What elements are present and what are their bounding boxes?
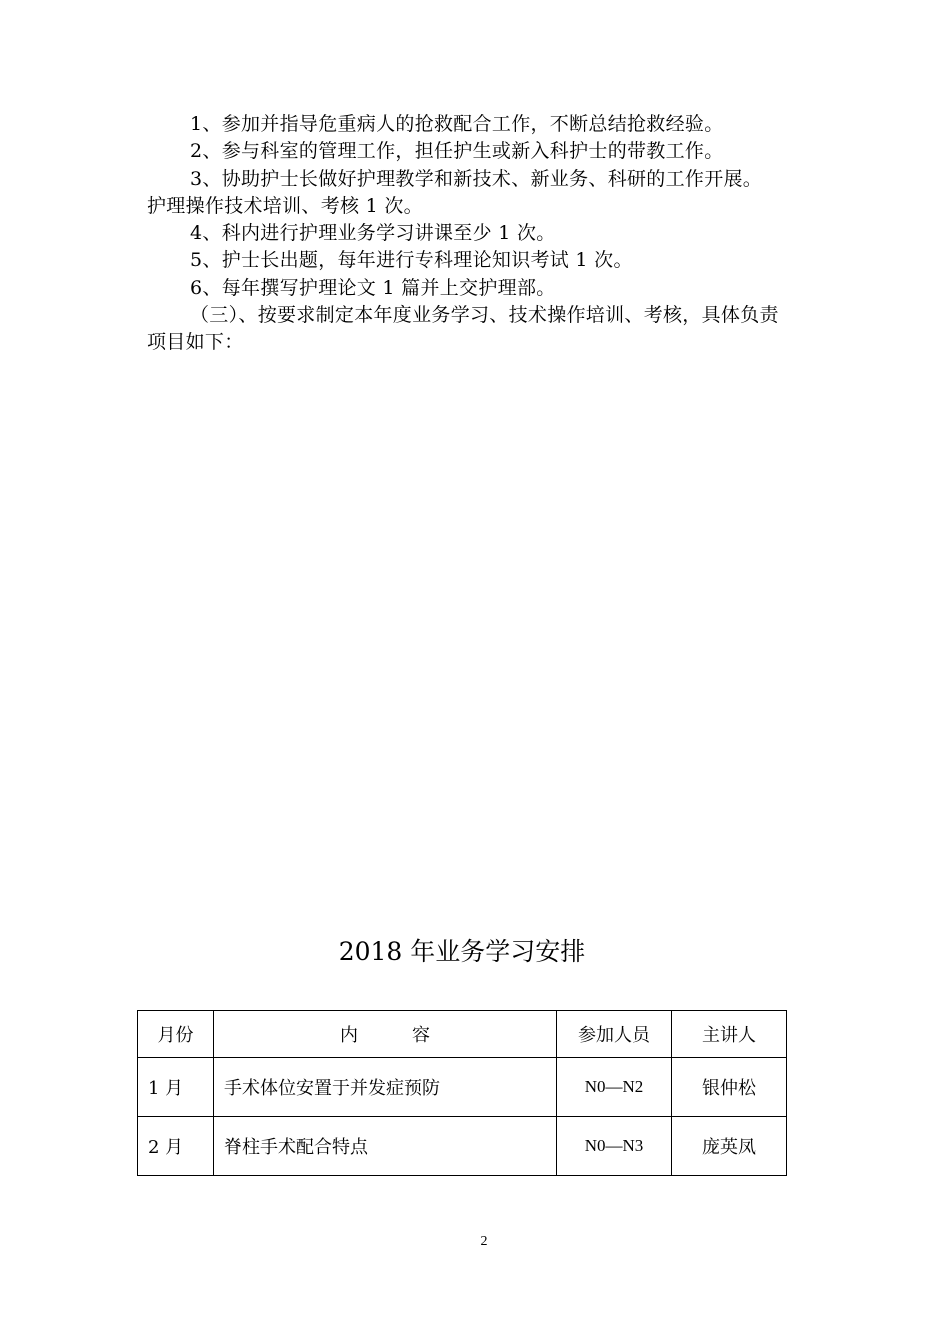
paragraph-item-2: 2、参与科室的管理工作，担任护生或新入科护士的带教工作。 (190, 140, 724, 163)
header-speaker: 主讲人 (672, 1011, 787, 1058)
paragraph-item-3-continued: 护理操作技术培训、考核 1 次。 (147, 194, 423, 217)
paragraph-section-three-continued: 项目如下： (147, 331, 244, 354)
page-number: 2 (480, 1234, 488, 1249)
paragraph-item-3: 3、协助护士长做好护理教学和新技术、新业务、科研的工作开展。 (190, 167, 763, 190)
paragraph-item-4: 4、科内进行护理业务学习讲课至少 1 次。 (190, 222, 556, 245)
cell-month: 1 月 (138, 1058, 214, 1117)
paragraph-item-1: 1、参加并指导危重病人的抢救配合工作，不断总结抢救经验。 (190, 113, 724, 135)
header-participants: 参加人员 (557, 1011, 672, 1058)
cell-content: 脊柱手术配合特点 (214, 1117, 557, 1176)
cell-participants: N0—N2 (557, 1058, 672, 1117)
table-row (138, 1058, 787, 1117)
table-row (138, 1117, 787, 1176)
schedule-table (137, 1010, 787, 1176)
paragraph-item-5: 5、护士长出题，每年进行专科理论知识考试 1 次。 (190, 249, 633, 272)
cell-speaker: 庞英凤 (672, 1117, 787, 1176)
cell-month: 2 月 (138, 1117, 214, 1176)
body-text (147, 111, 823, 357)
table-header-row (138, 1011, 787, 1058)
schedule-title: 2018 年业务学习安排 (338, 937, 586, 966)
paragraph-section-three: （三）、按要求制定本年度业务学习、技术操作培训、考核，具体负责 (190, 304, 779, 327)
cell-content: 手术体位安置于并发症预防 (214, 1058, 557, 1117)
cell-participants: N0—N3 (557, 1117, 672, 1176)
header-month: 月份 (138, 1011, 214, 1058)
header-content: 内 容 (214, 1011, 557, 1058)
paragraph-item-6: 6、每年撰写护理论文 1 篇并上交护理部。 (190, 276, 556, 299)
cell-speaker: 银仲松 (672, 1058, 787, 1117)
